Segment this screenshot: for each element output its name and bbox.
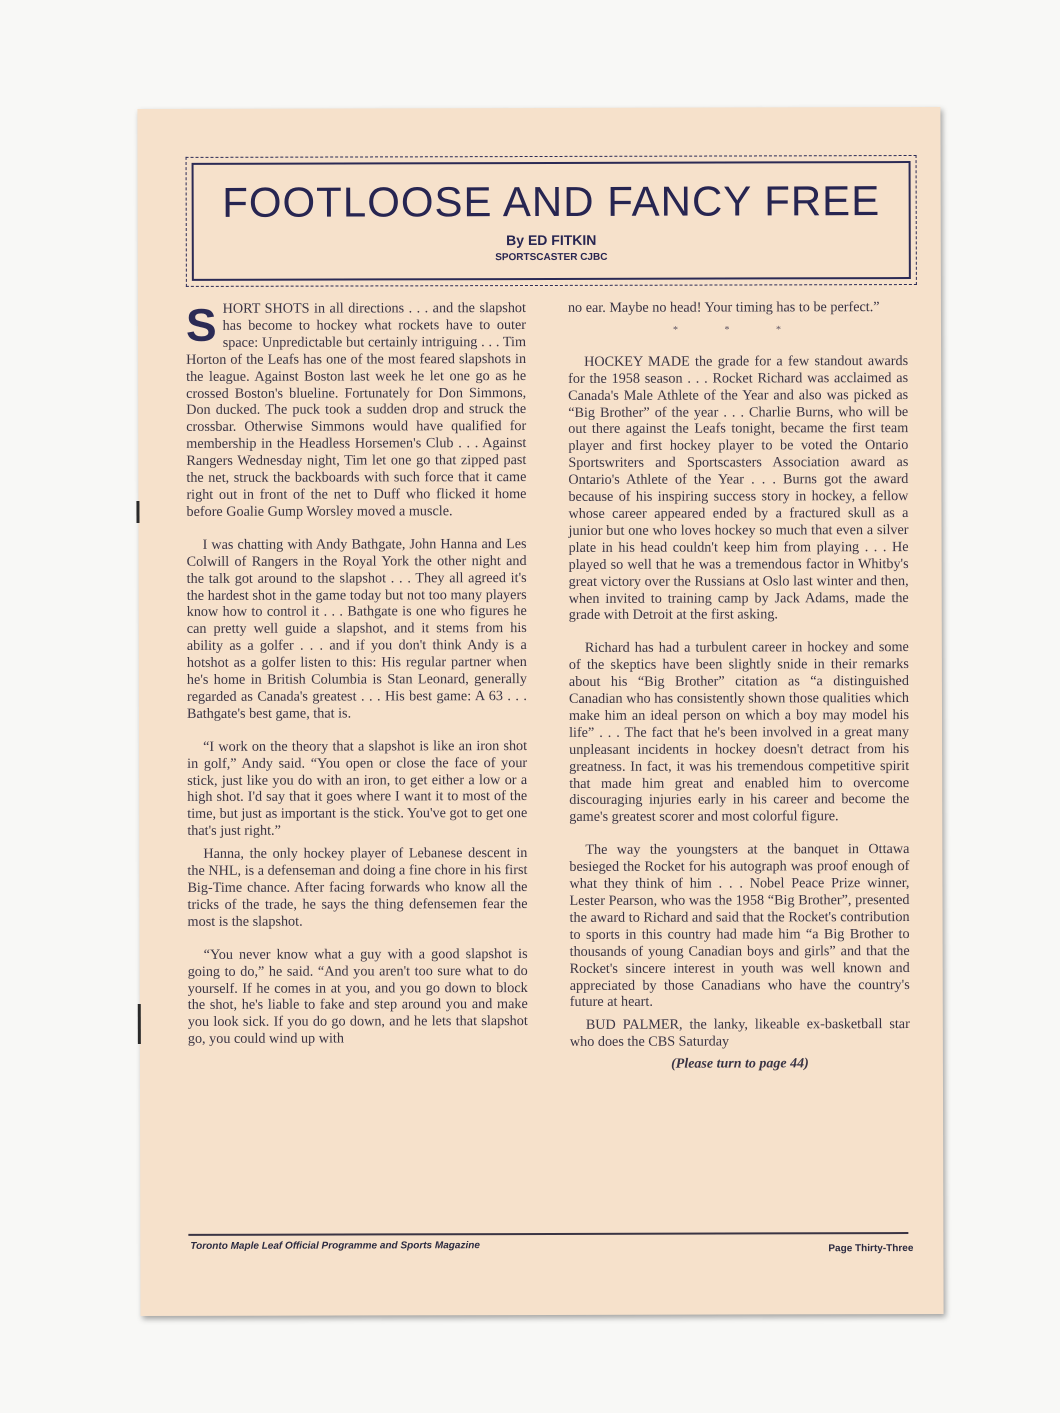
paragraph: I was chatting with Andy Bathgate, John Hanna and Les Colwill of Rangers in the Royal York the other night and the talk got around to the slapshot . . . They all agreed it's the hardest shot in the game today but not too many players know how to control it . . . Bathgate is one who figures he can pretty well guide a slapshot, and it stems from his ability as a golfer . . . and if you don't think Andy is a hotshot as a golfer listen to this: His regular partner when he's home in British Columbia is Stan Leonard, generally regarded as Canada's greatest . . . His best game: A 63 . . . Bathgate's best game, that is.	[186, 535, 527, 722]
paragraph: HOCKEY MADE the grade for a few standout awards for the 1958 season . . . Rocket Richard was acclaimed as Canada's Male Athlete of the Year and also was picked as “Big Brother” of the year . . . Charlie Burns, who will be out there against the Leafs tonight, became the first team player and first hockey player to be voted the Ontario Sportswriters and Sportscasters Association award as Ontario's Athlete of the Year . . . Burns got the award because of his inspiring success story in hockey, a fellow whose career appeared ended by a fractured skull as a junior but one who loves hockey so much that even a silver plate in his head couldn't keep him from playing . . . He played so well that he was a tremendous factor in Whitby's great victory over the Russians at Oslo last winter and then, when invited to training camp by Jack Adams, made the grade with Detroit at the first asking.	[568, 352, 909, 624]
paragraph	[186, 300, 527, 521]
footer-rule	[188, 1232, 908, 1236]
paragraph: Hanna, the only hockey player of Lebanese descent in the NHL, is a defenseman and doing a fine chore in his first Big-Time chance. After facing forwards who know all the tricks of the trade, he says the thing defensemen fear the most is the slapshot.	[187, 845, 528, 930]
paragraph: The way the youngsters at the banquet in Ottawa besieged the Rocket for his autograph was proof enough of what they think of him . . . Nobel Peace Prize winner, Lester Pearson, who was the 1958 “Big Brother”, presented the award to Richard and said that the Rocket's contribution to sports in this country had made him “a Big Brother to thousands of young Canadian boys and girls” and that the Rocket's sincere interest in youth was well known and appreciated by those Canadians who have the country's future at heart.	[569, 841, 910, 1011]
paragraph: Richard has had a turbulent career in hockey and some of the skeptics have been slightly snide in their remarks about his “Big Brother” citation as “a distinguished Canadian who has consistently shown those qualities which make him an ideal person on which a boy may model his life” . . . The fact that he's been involved in a great many unpleasant incidents in hockey doesn't detract from his greatness. In fact, it was his tremendous competitive spirit that made him great and enabled him to overcome discouraging injuries early in his career and become the game's greatest scorer and most colorful figure.	[568, 639, 910, 826]
article-title: FOOTLOOSE AND FANCY FREE	[222, 177, 881, 226]
text-column-left	[186, 300, 528, 1064]
continued-note: (Please turn to page 44)	[671, 1056, 809, 1072]
text-column-right	[568, 299, 910, 1074]
paragraph: “I work on the theory that a slapshot is like an iron shot in golf,” Andy said. “You open or close the face of your stick, just like you do with an iron, to get either a low or a high shot. I'd say that it goes where I want it to most of the time, but just as important is the stick. You've got to get one that's just right.”	[187, 737, 528, 840]
title-box	[192, 161, 911, 281]
section-break: * * *	[672, 324, 804, 336]
drop-cap: S	[185, 298, 217, 351]
footer-publication: Toronto Maple Leaf Official Programme and Sports Magazine	[190, 1240, 480, 1252]
paragraph: “You never know what a guy with a good slapshot is going to do,” he said. “And you aren't too sure what to do yourself. If he comes in at you, and you go down to block the shot, he's liable to fake and step around you and make you look sick. If you do go down, and he lets that slapshot go, you could wind up with	[187, 945, 528, 1048]
byline: By ED FITKIN	[506, 231, 597, 249]
paragraph-text: HORT SHOTS in all directions . . . and the slapshot has become to hockey what rockets have to outer space: Unpredictable but certainly intriguing . . . Tim Horton of the Leafs has one of the most feared slapshots in the league. Against Boston last week he let one go as he crossed Boston's blueline. Fortunately for Don Simmons, Don ducked. The puck took a sudden drop and struck the crossbar. Otherwise Simmons would have qualified for membership in the Headless Horsemen's Club . . . Against Rangers Wednesday night, Tim let one go that zipped past the net, struck the backboards with such force that it came right out in front of the net to Duff who flicked it home before Goalie Gump Worsley moved a muscle.	[186, 300, 527, 520]
page-number: Page Thirty-Three	[828, 1243, 914, 1255]
author-credit: SPORTSCASTER CJBC	[495, 251, 608, 264]
magazine-page	[137, 107, 943, 1316]
paragraph: no ear. Maybe no head! Your timing has to be perfect.”	[567, 299, 880, 316]
paragraph: BUD PALMER, the lanky, likeable ex-basketball star who does the CBS Saturday	[569, 1016, 910, 1051]
